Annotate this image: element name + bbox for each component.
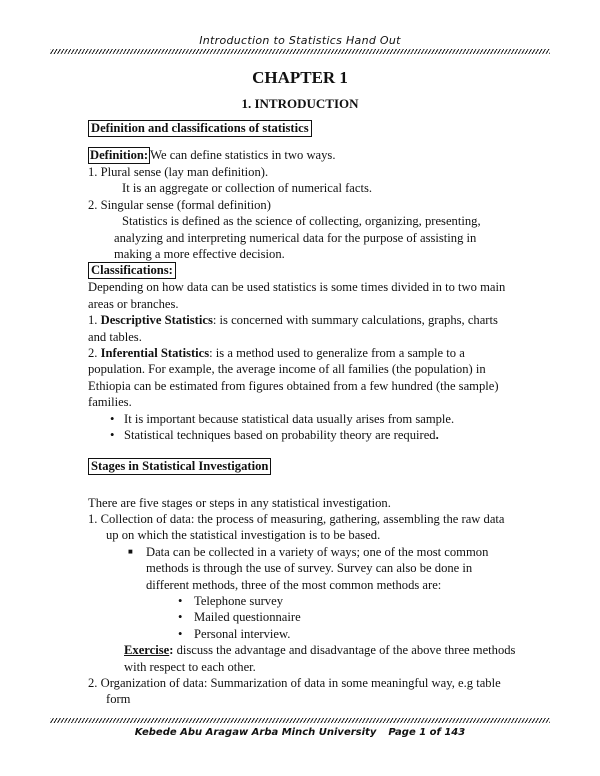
stage-item-1: 1. Collection of data: the process of measuring, gathering, assembling the raw data up on which the statistical investigation is to be based. xyxy=(88,511,505,543)
footer-rule xyxy=(50,718,550,723)
stages-heading: Stages in Statistical Investigation xyxy=(88,458,271,475)
definition-text: We can define statistics in two ways. xyxy=(150,148,336,162)
page-number: Page 1 of 143 xyxy=(388,727,466,738)
bullet-icon: • xyxy=(110,428,115,443)
footer-author: Kebede Abu Aragaw Arba Minch University xyxy=(134,727,377,738)
running-header: Introduction to Statistics Hand Out xyxy=(199,34,401,47)
definition-label: Definition: xyxy=(90,148,149,162)
exercise-label: Exercise xyxy=(124,643,170,658)
list-item: ■ Data can be collected in a variety of ways; one of the most common methods is through the use of survey. Survey can also be done in different methods, three of the most common methods are: xyxy=(128,544,489,592)
definition-item-2-detail: Statistics is defined as the science of collecting, organizing, presenting, analyzing and interpreting numerical data for the purpose of assisting in making a more effective decision. xyxy=(114,214,481,262)
square-bullet-icon: ■ xyxy=(128,546,133,556)
definition-paragraph xyxy=(88,147,516,164)
list-item: • Mailed questionnaire xyxy=(178,610,301,625)
stages-intro: There are five stages or steps in any statistical investigation. xyxy=(88,495,391,510)
bullet-icon: • xyxy=(178,626,183,641)
descriptive-term: Descriptive Statistics xyxy=(100,313,213,328)
list-item: • It is important because statistical data usually arises from sample. xyxy=(110,411,455,426)
definition-heading: Definition and classifications of statistics xyxy=(88,120,312,137)
classifications-label: Classifications: xyxy=(88,262,176,279)
inferential-term: Inferential Statistics xyxy=(100,346,210,361)
running-footer xyxy=(0,727,600,738)
header-rule xyxy=(50,49,550,54)
bullet-icon: • xyxy=(178,610,183,625)
list-item: • Statistical techniques based on probability theory are required. xyxy=(110,428,439,443)
bullet-icon: • xyxy=(110,411,115,426)
descriptive-statistics: 1. Descriptive Statistics: is concerned with summary calculations, graphs, charts and tables. xyxy=(88,313,498,344)
list-item: • Personal interview. xyxy=(178,626,291,641)
definition-item-2: 2. Singular sense (formal definition) xyxy=(88,197,271,212)
section-title: 1. INTRODUCTION xyxy=(241,96,359,111)
definition-item-1: 1. Plural sense (lay man definition). xyxy=(88,165,269,179)
list-item: • Telephone survey xyxy=(178,593,283,608)
classifications-intro: Depending on how data can be used statistics is some times divided in to two main areas or branches. xyxy=(88,280,506,311)
body-content xyxy=(88,120,516,708)
exercise-note: Exercise: discuss the advantage and disadvantage of the above three methods with respect to each other. xyxy=(124,643,516,674)
definition-item-1-detail: It is an aggregate or collection of numerical facts. xyxy=(122,181,373,196)
inferential-statistics: 2. Inferential Statistics: is a method used to generalize from a sample to a population. For example, the average income of all families (the population) in Ethiopia can be estimated from figures obtained from a few hundred (the sample) families. xyxy=(88,346,499,410)
bullet-icon: • xyxy=(178,593,183,608)
stage-item-2: 2. Organization of data: Summarization of data in some meaningful way, e.g table form xyxy=(88,675,501,707)
chapter-title: CHAPTER 1 xyxy=(252,68,348,87)
